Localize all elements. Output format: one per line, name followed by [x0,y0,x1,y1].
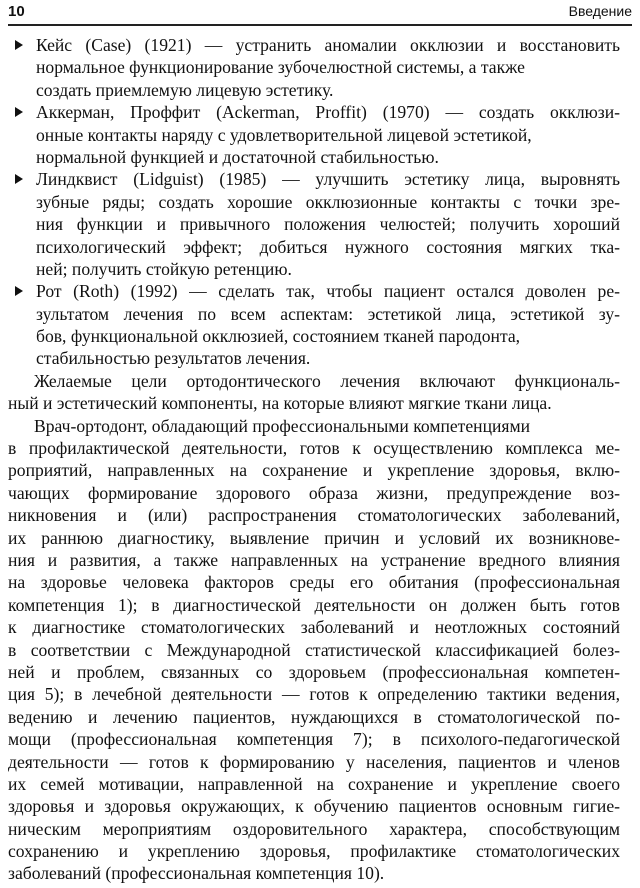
page-number: 10 [8,3,25,20]
text-line: ническим мероприятиям оздоровительного характера, способствующим [8,818,620,839]
text-line: ведению и лечению пациентов, нуждающихся в стоматологической по- [8,706,620,727]
bullet-line [8,101,620,123]
text-line: ней и проблем, связанных со здоровьем (профессиональная компетен- [8,661,620,682]
text-line: онные контакты наряду с удовлетворительной лицевой эстетикой, [36,124,532,145]
section-title: Введение [568,3,632,19]
text-line: никновения и (или) распространения стоматологических заболеваний, [8,505,620,526]
bullet-line [8,56,620,78]
triangle-bullet-icon [8,280,36,302]
text-line: зультатом лечения по всем аспектам: эстетикой лица, эстетикой зу- [36,303,620,324]
text-line: в профилактической деятельности, готов к осуществлению комплекса ме- [8,438,620,459]
text-line: роприятий, направленных на сохранение и укрепление здоровья, вклю- [8,460,620,481]
page-body [8,34,620,885]
running-header [8,0,632,26]
bullet-item [8,101,620,168]
text-line: создать приемлемую лицевую эстетику. [36,79,334,100]
bullet-line [8,280,620,302]
bullet-item [8,34,620,101]
text-line: мощи (профессиональная компетенция 7); в психолого-педагогической [8,729,620,750]
text-line: их раннюю диагностику, выявление причин и условий их возникнове- [8,527,620,548]
text-line: их семей мотивации, направленной на сохранение и укрепление своего [8,773,620,794]
text-line: нормальное функционирование зубочелюстной системы, а также [36,57,525,78]
text-line: ния функции и привычного положения челюстей; получить хороший [36,214,620,235]
text-line: деятельности — готов к формированию у населения, пациентов и членов [8,751,620,772]
text-line: психологический эффект; добиться нужного состояния мягких тка- [36,236,620,257]
triangle-bullet-icon [8,34,36,56]
bullet-line [8,79,620,101]
text-line: ция 5); в лечебной деятельности — готов к определению тактики ведения, [8,684,620,705]
text-line: к диагностике стоматологических заболеваний и неотложных состояний [8,617,620,638]
text-line: ней; получить стойкую ретенцию. [36,258,292,279]
text-line: нормальной функцией и достаточной стабильностью. [36,146,439,167]
text-line: Кейс (Case) (1921) — устранить аномалии окклюзии и восстановить [36,35,620,55]
bullet-line [8,347,620,369]
paragraph [8,370,620,415]
bullet-line [8,258,620,280]
text-line: бов, функциональной окклюзией, состоянием тканей пародонта, [36,326,521,347]
text-line: зубные ряды; создать хорошие окклюзионные контакты с точки зре- [36,191,620,212]
text-line: Линдквист (Lidguist) (1985) — улучшить эстетику лица, выровнять [36,169,620,190]
text-line: Врач-ортодонт, обладающий профессиональными компетенциями [34,415,531,436]
text-line: здоровья и здоровья окружающих, к обучению пациентов основным гигие- [8,796,620,817]
triangle-bullet-icon [8,101,36,123]
bullet-line [8,213,620,235]
bullet-line [8,146,620,168]
bullet-line [8,236,620,258]
bullet-line [8,34,620,56]
bullet-list [8,34,620,370]
bullet-item [8,280,620,370]
paragraph [8,415,620,885]
text-line: ния и развития, а также направленных на устранение вредного влияния [8,549,620,570]
bullet-line [8,124,620,146]
bullet-line [8,191,620,213]
triangle-bullet-icon [8,168,36,190]
text-line: сохранению и укреплению здоровья, профилактике стоматологических [8,841,620,862]
bullet-line [8,168,620,190]
text-line: стабильностью результатов лечения. [36,348,311,369]
bullet-item [8,168,620,280]
text-line: ный и эстетический компоненты, на которые влияют мягкие ткани лица. [8,393,552,414]
text-line: Желаемые цели ортодонтического лечения включают функциональ- [34,370,620,391]
text-line: Аккерман, Проффит (Ackerman, Proffit) (1970) — создать окклюзи- [36,102,620,123]
text-line: чающих формирование здорового образа жизни, предупреждение воз- [8,482,620,503]
text-line: заболеваний (профессиональная компетенция 10). [8,863,385,884]
text-line: в соответствии с Международной статистической классификацией болез- [8,639,620,660]
bullet-line [8,325,620,347]
text-line: на здоровье человека факторов среды его обитания (профессиональная [8,572,620,593]
text-line: компетенция 1); в диагностической деятельности он должен быть готов [8,594,620,615]
bullet-line [8,303,620,325]
text-line: Рот (Roth) (1992) — сделать так, чтобы пациент остался доволен ре- [36,281,620,302]
